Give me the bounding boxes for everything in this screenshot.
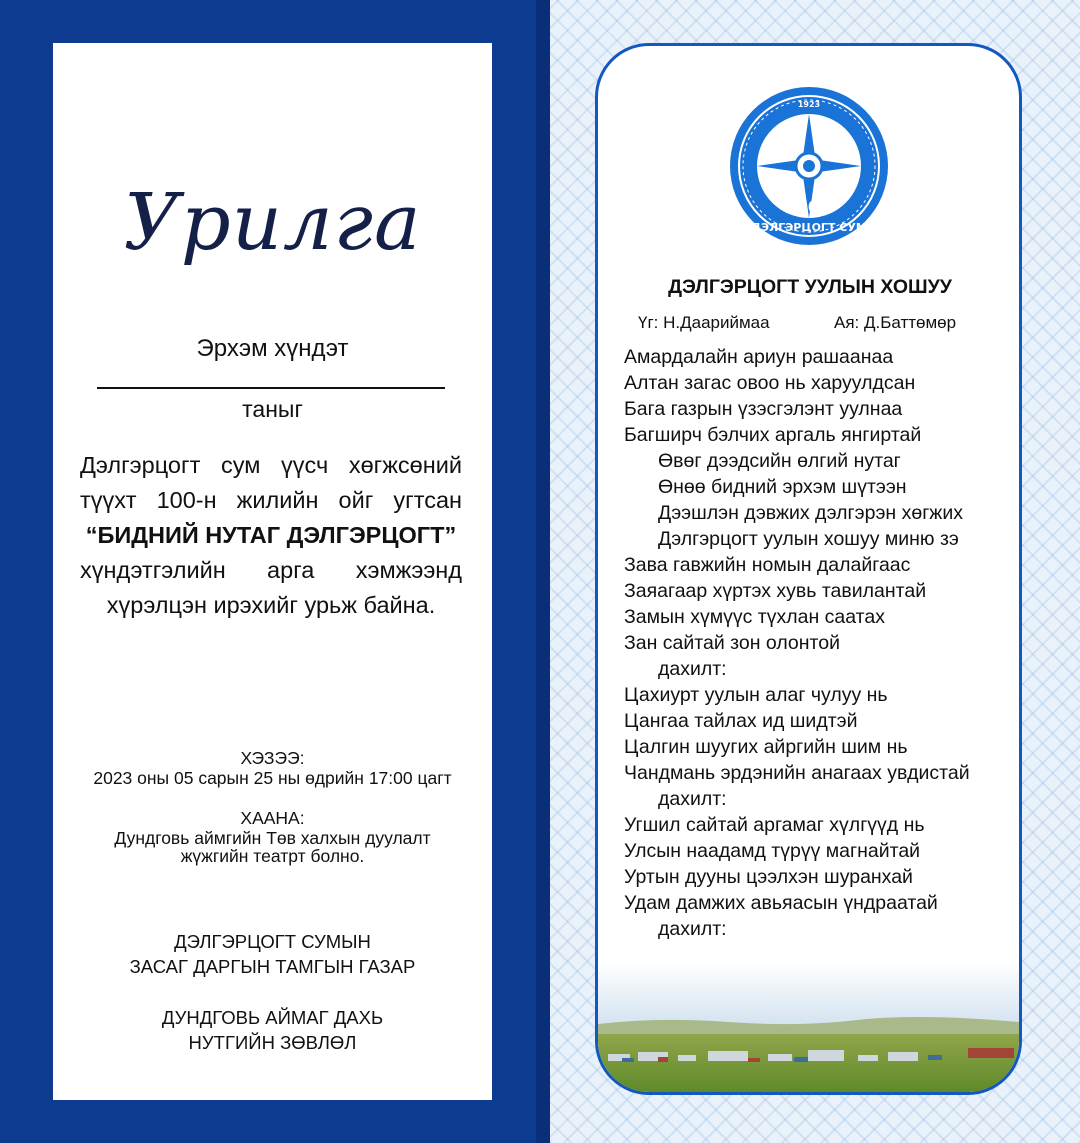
when-label: ХЭЗЭЭ: [240, 748, 305, 768]
lyric-line: Бага газрын үзэсгэлэнт уулнаа [624, 398, 903, 420]
lyric-line: Цангаа тайлах ид шидтэй [624, 710, 858, 732]
lyric-line: Амардалайн ариун рашаанаа [624, 346, 894, 368]
where-value-1: Дундговь аймгийн Төв халхын дуулалт [114, 828, 431, 848]
lyric-line: Удам дамжих авьяасын үндраатай [624, 892, 938, 914]
lyric-line: Өнөө бидний эрхэм шүтээн [658, 476, 907, 498]
lyric-line: Цалгин шуугих айргийн шим нь [624, 736, 908, 758]
lyric-line: Багширч бэлчих аргаль янгиртай [624, 424, 922, 446]
emblem-year: 1923 [797, 100, 821, 109]
when-value: 2023 оны 05 сарын 25 ны өдрийн 17:00 цагт [93, 768, 452, 788]
refrain-label: дахилт: [658, 788, 727, 810]
lyric-line: Уртын дууны цээлхэн шуранхай [624, 866, 913, 888]
host-1-line-1: ДЭЛГЭРЦОГТ СУМЫН [174, 931, 371, 952]
addressee-suffix: таныг [242, 396, 303, 422]
invitation-title: Урилга [123, 178, 422, 268]
lyric-line: Цахиурт уулын алаг чулуу нь [624, 684, 888, 706]
emblem-anniversary-suffix: жил [818, 202, 832, 209]
song-lyrics [624, 344, 1019, 942]
addressee-blank-line [97, 387, 445, 389]
landscape-photo [598, 962, 1019, 1092]
body-line-1: Дэлгэрцогт сум үүсч хөгжсөний [80, 452, 462, 478]
body-line-5: хүрэлцэн ирэхийг урьж байна. [106, 592, 436, 618]
host-1-line-2: ЗАСАГ ДАРГЫН ТАМГЫН ГАЗАР [129, 956, 416, 977]
lyric-line: Зава гавжийн номын далайгаас [624, 554, 911, 576]
where-value-2: жүжгийн театрт болно. [180, 846, 365, 866]
emblem-name: ДЭЛГЭРЦОГТ СУМ [751, 221, 867, 234]
music-credit: Ая: Д.Баттөмөр [834, 313, 957, 332]
body-line-4: хүндэтгэлийн арга хэмжээнд [80, 557, 462, 583]
refrain-label: дахилт: [658, 918, 727, 940]
lyric-line: Чандмань эрдэнийн анагаах увдистай [624, 762, 970, 784]
district-emblem [729, 86, 889, 246]
panel-divider [536, 0, 550, 1143]
lyric-line: Өвөг дээдсийн өлгий нутаг [658, 450, 901, 472]
host-2-line-1: ДУНДГОВЬ АЙМАГ ДАХЬ [161, 1007, 384, 1028]
lyric-line: Замын хүмүүс түхлан саатах [624, 606, 885, 628]
lyric-line: Заяагаар хүртэх хувь тавилантай [624, 580, 927, 602]
where-label: ХААНА: [240, 808, 305, 828]
invitation-body [80, 448, 462, 623]
lyric-line: Угшил сайтай аргамаг хүлгүүд нь [624, 814, 925, 836]
song-title: ДЭЛГЭРЦОГТ УУЛЫН ХОШУУ [668, 276, 952, 298]
event-name: “БИДНИЙ НУТАГ ДЭЛГЭРЦОГТ” [85, 522, 457, 548]
refrain-label: дахилт: [658, 658, 727, 680]
lyric-line: Дээшлэн дэвжих дэлгэрэн хөгжих [658, 502, 963, 524]
lyric-line: Улсын наадамд түрүү магнайтай [624, 840, 921, 862]
body-line-2: түүхт 100-н жилийн ойг угтсан [80, 487, 462, 513]
greeting: Эрхэм хүндэт [196, 335, 349, 362]
emblem-anniversary: 100 [784, 198, 820, 218]
host-2-line-2: НУТГИЙН ЗӨВЛӨЛ [188, 1032, 357, 1053]
lyric-line: Алтан загас овоо нь харуулдсан [624, 372, 916, 394]
lyric-line: Дэлгэрцогт уулын хошуу миню зэ [658, 528, 959, 550]
lyric-line: Зан сайтай зон олонтой [624, 632, 840, 654]
lyrics-credit: Үг: Н.Даариймаа [638, 313, 770, 332]
